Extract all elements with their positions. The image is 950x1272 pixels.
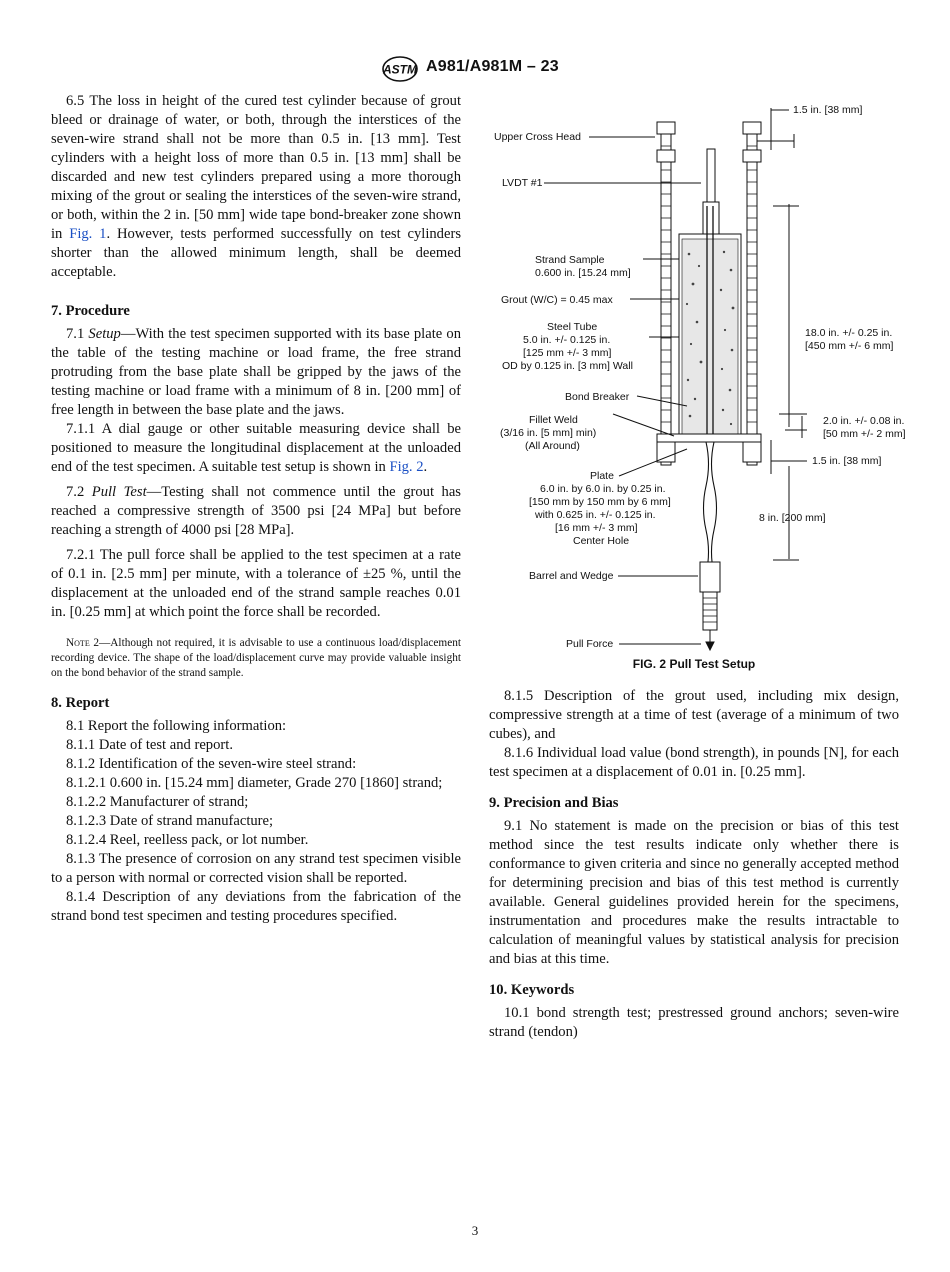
paragraph-8-1-4: 8.1.4 Description of any deviations from the fabrication of the strand bond test specimen and testing procedures specified.	[51, 888, 461, 924]
label-fillet-1: Fillet Weld	[529, 414, 578, 426]
label-dim-8: 8 in. [200 mm]	[759, 512, 826, 524]
section-8-heading: 8. Report	[51, 694, 110, 711]
label-upper-cross-head: Upper Cross Head	[494, 131, 581, 143]
svg-text:ASTM: ASTM	[383, 62, 417, 77]
label-steel-tube-3: [125 mm +/- 3 mm]	[523, 347, 612, 359]
label-dim-1-5-lower: 1.5 in. [38 mm]	[812, 455, 882, 467]
label-dim-18-2: [450 mm +/- 6 mm]	[805, 340, 894, 352]
paragraph-7-1-1: 7.1.1 A dial gauge or other suitable measuring device shall be positioned to measure the longitudinal displacement at the unloaded end of the test specimen. A suitable test setup is shown in Fig. 2.	[51, 421, 461, 475]
paragraph-9-1: 9.1 No statement is made on the precision or bias of this test method since the test results indicate only whether there is conformance to given criteria and since no generally accepted method for determining precision and bias of this test method is currently available. General guidelines provided herein for the specimens, instrumentation and procedures make the results intractable to calculation of meaningful values by statistical analysis for precision and bias at this time.	[489, 818, 899, 967]
pull-test-setup-figure	[489, 94, 929, 654]
left-column	[51, 92, 461, 926]
label-strand-sample-1: Strand Sample	[535, 254, 605, 266]
label-plate-3: [150 mm by 150 mm by 6 mm]	[529, 496, 671, 508]
paragraph-8-1-2-2: 8.1.2.2 Manufacturer of strand;	[66, 793, 249, 810]
label-steel-tube-4: OD by 0.125 in. [3 mm] Wall	[502, 360, 633, 372]
label-plate-1: Plate	[590, 470, 614, 482]
page-header	[0, 56, 950, 84]
label-dim-2-1: 2.0 in. +/- 0.08 in.	[823, 415, 905, 427]
figure-caption: FIG. 2 Pull Test Setup	[632, 657, 756, 671]
paragraph-8-1-3: 8.1.3 The presence of corrosion on any strand test specimen visible to a person with normal or corrected vision shall be reported.	[51, 850, 461, 886]
astm-logo	[381, 56, 419, 82]
label-strand-sample-2: 0.600 in. [15.24 mm]	[535, 267, 631, 279]
label-dim-18-1: 18.0 in. +/- 0.25 in.	[805, 327, 893, 339]
label-steel-tube-2: 5.0 in. +/- 0.125 in.	[523, 334, 611, 346]
paragraph-8-1: 8.1 Report the following information:	[66, 717, 287, 734]
paragraph-8-1-1: 8.1.1 Date of test and report.	[66, 736, 233, 753]
label-plate-6: Center Hole	[573, 535, 630, 547]
label-bond-breaker: Bond Breaker	[565, 391, 630, 403]
section-7-heading: 7. Procedure	[51, 303, 130, 319]
label-plate-4: with 0.625 in. +/- 0.125 in.	[535, 509, 656, 521]
fig-1-link[interactable]: Fig. 1	[69, 226, 107, 242]
fig-2-link[interactable]: Fig. 2	[389, 459, 424, 475]
label-grout: Grout (W/C) = 0.45 max	[501, 294, 613, 306]
paragraph-10-1: 10.1 bond strength test; prestressed ground anchors; seven-wire strand (tendon)	[489, 1005, 899, 1040]
paragraph-6-5: 6.5 The loss in height of the cured test cylinder because of grout bleed or drainage of water, or both, through the interstices of the seven-wire strand shall not be more than 0.5 in. [13 mm]. Test cylinders with a height loss of more than 0.5 in. [13 mm] shall be discarded and new test cylinders prepared using a more thorough mixing of the grout or sealing the interstices of the seven-wire strand, or both, within the 2 in. [50 mm] wide tape bond-breaker zone shown in Fig. 1. However, tests performed successfully on test cylinders shorter than the allowed minimum length, shall be deemed acceptable.	[51, 93, 461, 280]
label-lvdt: LVDT #1	[502, 177, 543, 189]
paragraph-8-1-2-1: 8.1.2.1 0.600 in. [15.24 mm] diameter, Grade 270 [1860] strand;	[66, 774, 443, 791]
paragraph-8-1-5: 8.1.5 Description of the grout used, including mix design, compressive strength at a time of test (average of a minimum of two cubes), and	[489, 688, 899, 742]
label-fillet-2: (3/16 in. [5 mm] min)	[500, 427, 597, 439]
label-plate-5: [16 mm +/- 3 mm]	[555, 522, 638, 534]
label-pull-force: Pull Force	[566, 638, 614, 650]
page-number: 3	[471, 1223, 479, 1238]
right-column	[489, 687, 899, 1042]
label-steel-tube-1: Steel Tube	[547, 321, 598, 333]
paragraph-7-2-1: 7.2.1 The pull force shall be applied to the test specimen at a rate of 0.1 in. [2.5 mm] per minute, with a tolerance of ±25 %, until the displacement at the unloaded end of the strand sample reaches 0.01 in. [0.25 mm] at which point the force shall be recorded.	[51, 547, 461, 620]
paragraph-7-2: 7.2 Pull Test—Testing shall not commence until the grout has reached a compressive strength of 3500 psi [24 MPa] but before reaching a strength of 4000 psi [28 MPa].	[51, 484, 461, 538]
paragraph-7-1: 7.1 Setup—With the test specimen supported with its base plate on the table of the testing machine or load frame, the free strand protruding from the base plate shall be gripped by the jaws of the testing machine or load frame with a minimum of 8 in. [200 mm] of free length in between the base plate and the jaws.	[51, 326, 461, 418]
section-9-heading: 9. Precision and Bias	[489, 795, 619, 811]
label-dim-2-2: [50 mm +/- 2 mm]	[823, 428, 906, 440]
paragraph-8-1-2-4: 8.1.2.4 Reel, reelless pack, or lot number.	[66, 831, 309, 848]
label-barrel-wedge: Barrel and Wedge	[529, 570, 614, 582]
paragraph-8-1-6: 8.1.6 Individual load value (bond strength), in pounds [N], for each test specimen at a displacement of 0.01 in. [0.25 mm].	[489, 745, 899, 780]
paragraph-8-1-2: 8.1.2 Identification of the seven-wire steel strand:	[66, 755, 357, 772]
note-2: Note 2—Although not required, it is advisable to use a continuous load/displacement recording device. The shape of the load/displacement curve may provide valuable insight on the bond behavior of the strand sample.	[51, 637, 461, 680]
section-10-heading: 10. Keywords	[489, 982, 575, 998]
label-dim-top: 1.5 in. [38 mm]	[793, 104, 863, 116]
document-id: A981/A981M – 23	[426, 58, 559, 75]
label-fillet-3: (All Around)	[525, 440, 580, 452]
paragraph-8-1-2-3: 8.1.2.3 Date of strand manufacture;	[66, 812, 274, 829]
label-plate-2: 6.0 in. by 6.0 in. by 0.25 in.	[540, 483, 666, 495]
